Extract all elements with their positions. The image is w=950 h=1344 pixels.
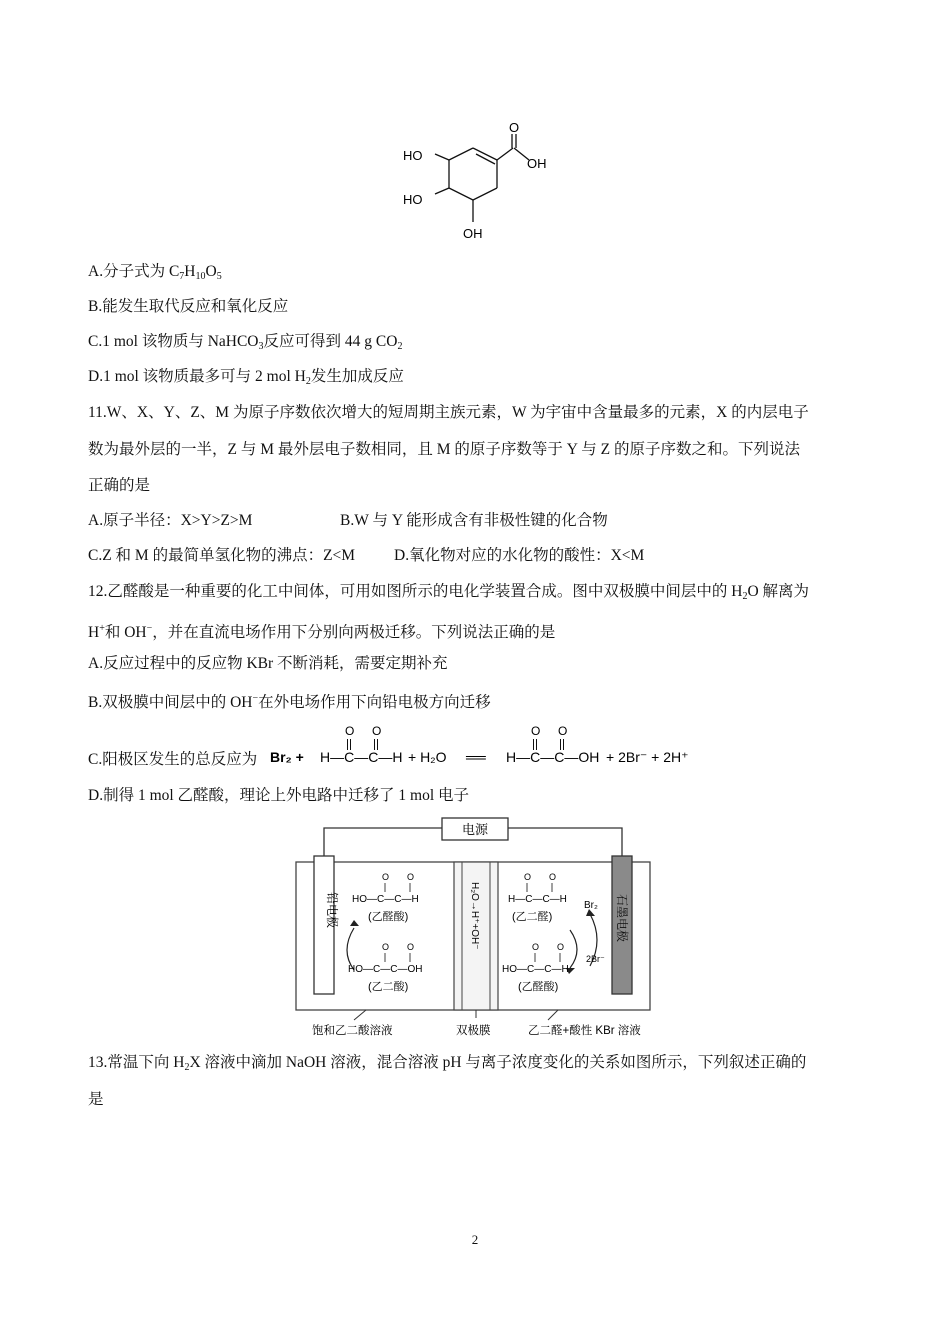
q12-option-a: A.反应过程中的反应物 KBr 不断消耗，需要定期补充 [88, 655, 448, 672]
page-number: 2 [471, 1232, 479, 1247]
svg-text:H—C—C—OH: H—C—C—OH [506, 749, 600, 765]
svg-text:(乙二酸): (乙二酸) [368, 981, 409, 993]
q10-option-a: A.分子式为 $C_7H_{10}O_5$ [88, 263, 222, 282]
svg-text:(乙醛酸): (乙醛酸) [368, 911, 409, 923]
svg-text:H₂O→H⁺+OH⁻: H₂O→H⁺+OH⁻ [469, 882, 480, 950]
svg-text:电源: 电源 [461, 822, 489, 837]
svg-text:石墨电极: 石墨电极 [615, 894, 629, 943]
svg-text:H—C—C—H: H—C—C—H [320, 749, 403, 765]
svg-text:O: O [549, 872, 557, 882]
q11-option-b: B.W 与 Y 能形成含有非极性键的化合物 [340, 512, 608, 529]
svg-text:HO—C—C—H: HO—C—C—H [502, 964, 569, 975]
svg-text:Br₂: Br₂ [584, 900, 598, 911]
carbonyl-o-label: O [509, 120, 520, 135]
q12-option-d: D.制得 1 mol 乙醛酸，理论上外电路中迁移了 1 mol 电子 [88, 787, 470, 804]
svg-text:饱和乙二酸溶液: 饱和乙二酸溶液 [312, 1025, 393, 1037]
q10-option-b: B.能发生取代反应和氧化反应 [88, 298, 289, 315]
structural-formula [395, 118, 565, 246]
anode-reaction-equation [268, 722, 708, 768]
q12-option-b: B.双极膜中间层中的 OH−在外电场作用下向铅电极方向迁移 [88, 693, 491, 711]
svg-text:+ H₂O: + H₂O [408, 749, 447, 765]
q11-option-c: C.Z 和 M 的最简单氢化物的沸点：Z<M [88, 547, 356, 564]
svg-text:O: O [345, 724, 355, 738]
svg-text:H—C—C—H: H—C—C—H [508, 894, 567, 905]
svg-text:(乙二醛): (乙二醛) [512, 911, 553, 923]
q13-stem-2: 是 [88, 1091, 104, 1108]
q10-option-d: D.1 mol 该物质最多可与 2 mol $H_2$发生加成反应 [88, 368, 404, 387]
svg-text:HO—C—C—OH: HO—C—C—OH [348, 964, 423, 975]
q11-stem-1: 11.W、X、Y、Z、M 为原子序数依次增大的短周期主族元素，W 为宇宙中含量最多的元素，X 的内层电子 [88, 404, 809, 421]
q12-stem-2: H+和 OH−，并在直流电场作用下分别向两极迁移。下列说法正确的是 [88, 623, 556, 641]
q11-option-d: D.氧化物对应的水化物的酸性：X<M [394, 547, 645, 564]
svg-text:O: O [524, 872, 532, 882]
svg-text:(乙醛酸): (乙醛酸) [518, 981, 559, 993]
ho-top-label: HO [403, 148, 423, 163]
electrolysis-apparatus [290, 816, 670, 1040]
q12-stem-1: 12.乙醛酸是一种重要的化工中间体，可用如图所示的电化学装置合成。图中双极膜中间层中的 $H_2O$ 解离为 [88, 583, 810, 602]
svg-text:O: O [531, 724, 541, 738]
oh-bottom-label: OH [463, 226, 483, 241]
svg-text:O: O [382, 872, 390, 882]
svg-text:铅电极: 铅电极 [325, 892, 339, 929]
svg-text:O: O [372, 724, 382, 738]
q13-stem-1: 13.常温下向 $H_2X$ 溶液中滴加 NaOH 溶液，混合溶液 pH 与离子浓度变化的关系如图所示，下列叙述正确的 [88, 1054, 807, 1073]
svg-text:HO—C—C—H: HO—C—C—H [352, 894, 419, 905]
svg-text:O: O [557, 942, 565, 952]
svg-text:O: O [532, 942, 540, 952]
q11-option-a: A.原子半径：X>Y>Z>M [88, 512, 253, 529]
acid-oh-label: OH [527, 156, 547, 171]
q11-stem-3: 正确的是 [88, 477, 151, 494]
svg-text:2Br⁻: 2Br⁻ [586, 954, 605, 964]
svg-text:O: O [407, 942, 415, 952]
svg-text:══: ══ [466, 749, 486, 765]
q11-stem-2: 数为最外层的一半，Z 与 M 最外层电子数相同，且 M 的原子序数等于 Y 与 Z 的原子序数之和。下列说法 [88, 441, 800, 458]
svg-text:O: O [382, 942, 390, 952]
svg-text:+ 2Br⁻ + 2H⁺: + 2Br⁻ + 2H⁺ [606, 749, 689, 765]
q12-option-c: C.阳极区发生的总反应为 [88, 751, 258, 768]
q10-option-c: C.1 mol 该物质与 NaHCO$_3$反应可得到 44 g $CO_2$ [88, 333, 403, 352]
svg-text:双极膜: 双极膜 [456, 1025, 491, 1037]
svg-text:O: O [407, 872, 415, 882]
svg-text:Br₂ +: Br₂ + [270, 749, 304, 765]
svg-text:乙二醛+酸性 KBr 溶液: 乙二醛+酸性 KBr 溶液 [528, 1025, 641, 1037]
svg-text:O: O [558, 724, 568, 738]
ho-mid-label: HO [403, 192, 423, 207]
